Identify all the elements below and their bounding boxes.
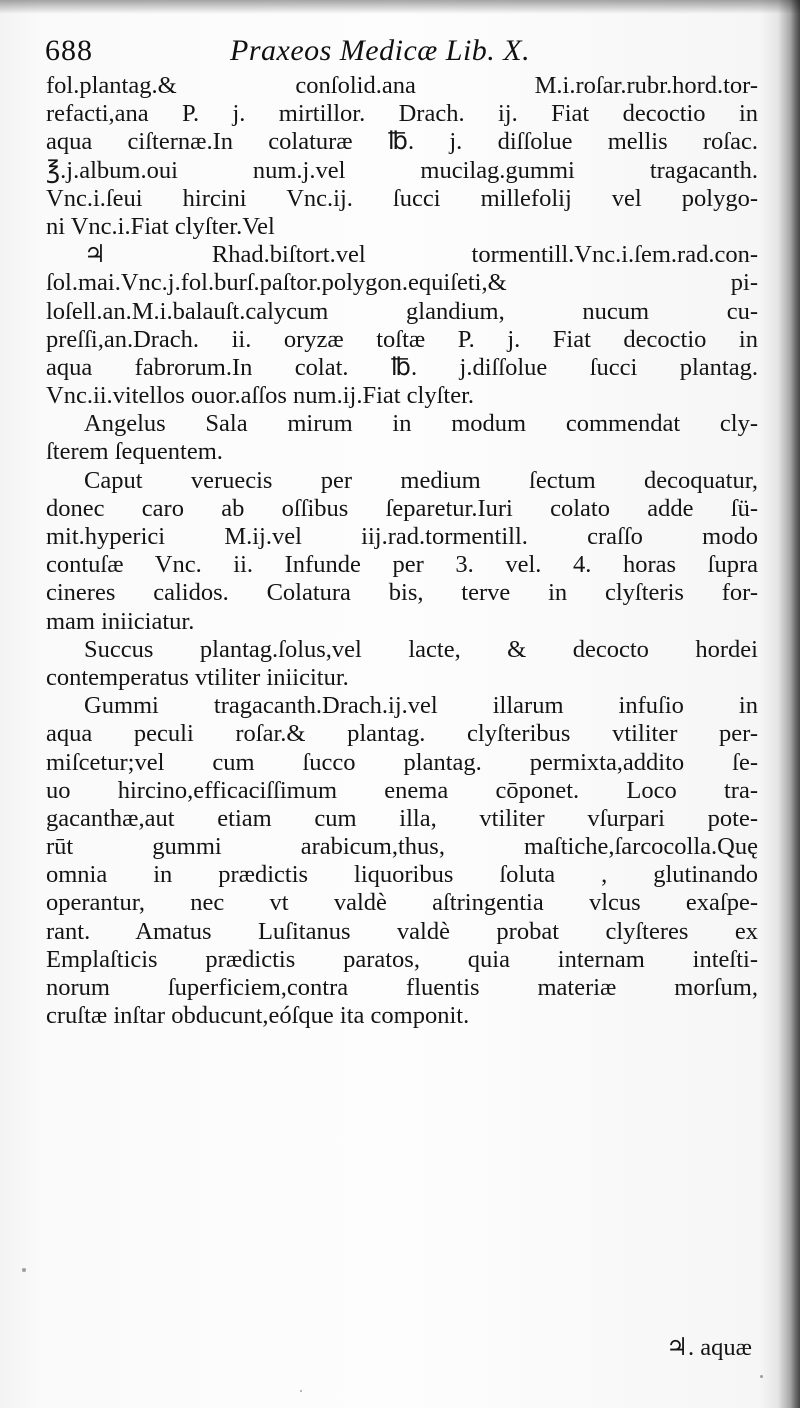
text-line: fol.plantag.& conſolid.ana M.i.roſar.rubr.hord.tor- (46, 72, 758, 99)
text-line: contuſæ Vnc. ii. Infunde per 3. vel. 4. horas ſupra (46, 551, 758, 579)
page-top-shadow (0, 0, 800, 14)
text-line: ♃ Rhad.biſtort.vel tormentill.Vnc.i.ſem.rad.con- (84, 241, 758, 269)
page-gutter-shadow (778, 0, 800, 1408)
text-line: cineres calidos. Colatura bis, terve in clyſteris for- (46, 579, 758, 607)
text-line: Caput veruecis per medium ſectum decoquatur, (84, 466, 758, 494)
text-line: contemperatus vtiliter iniicitur. (46, 663, 349, 691)
body-text (46, 72, 758, 1030)
text-line: Angelus Sala mirum in modum commendat cly- (84, 410, 758, 438)
paper-speck (760, 1375, 763, 1378)
paper-speck (300, 1390, 302, 1392)
text-line: ſol.mai.Vnc.j.fol.burſ.paſtor.polygon.equiſeti,& pi- (46, 269, 758, 297)
text-line: Succus plantag.ſolus,vel lacte, & decocto hordei (84, 635, 758, 663)
text-line: loſell.an.M.i.balauſt.calycum glandium, nucum cu- (46, 297, 758, 325)
text-line: rant. Amatus Luſitanus valdè probat clyſteres ex (46, 917, 758, 945)
text-line: omnia in prædictis liquoribus ſoluta , glutinando (46, 861, 758, 889)
catchword: ♃. aquæ (666, 1334, 752, 1361)
text-line: Gummi tragacanth.Drach.ij.vel illarum infuſio in (84, 692, 758, 720)
page-number: 688 (45, 34, 93, 67)
running-title: Praxeos Medicæ Lib. X. (230, 34, 531, 67)
text-line: norum ſuperficiem,contra fluentis materiæ morſum, (46, 974, 758, 1001)
text-line: gacanthæ,aut etiam cum illa, vtiliter vſurpari pote- (46, 804, 758, 832)
page-header (45, 34, 745, 74)
text-line: ſterem ſequentem. (46, 438, 223, 466)
text-line: mit.hyperici M.ij.vel iij.rad.tormentill. craſſo modo (46, 523, 758, 550)
text-line: Vnc.i.ſeui hircini Vnc.ij. ſucci millefolij vel polygo- (46, 184, 758, 212)
text-line: miſcetur;vel cum ſucco plantag. permixta,addito ſe- (46, 748, 758, 776)
text-line: donec caro ab oſſibus ſeparetur.Iuri colato adde ſü- (46, 494, 758, 522)
text-line: Vnc.ii.vitellos ouor.aſſos num.ij.Fiat clyſter. (46, 382, 475, 410)
text-line: aqua ciſternæ.In colaturæ ℔. j. diſſolue mellis roſac. (46, 128, 758, 156)
text-line: uo hircino,efficaciſſimum enema cōponet. Loco tra- (46, 776, 758, 804)
text-line: operantur, nec vt valdè aſtringentia vlcus exaſpe- (46, 889, 758, 917)
text-line: mam iniiciatur. (46, 607, 195, 635)
text-line: aqua peculi roſar.& plantag. clyſteribus vtiliter per- (46, 720, 758, 748)
text-line: preſſi,an.Drach. ii. oryzæ toſtæ P. j. Fiat decoctio in (46, 325, 758, 353)
text-line: Emplaſticis prædictis paratos, quia internam inteſti- (46, 945, 758, 973)
text-line: rūt gummi arabicum,thus, maſtiche,ſarcocolla.Quę (46, 833, 758, 861)
text-line: ni Vnc.i.Fiat clyſter.Vel (46, 212, 275, 240)
text-line: cruſtæ inſtar obducunt,eóſque ita componit. (46, 1002, 470, 1030)
paper-speck (22, 1268, 26, 1272)
text-line: ℥.j.album.oui num.j.vel mucilag.gummi tragacanth. (46, 156, 758, 184)
text-line: refacti,ana P. j. mirtillor. Drach. ij. Fiat decoctio in (46, 100, 758, 128)
text-line: aqua fabrorum.In colat. ℔. j.diſſolue ſucci plantag. (46, 353, 758, 381)
